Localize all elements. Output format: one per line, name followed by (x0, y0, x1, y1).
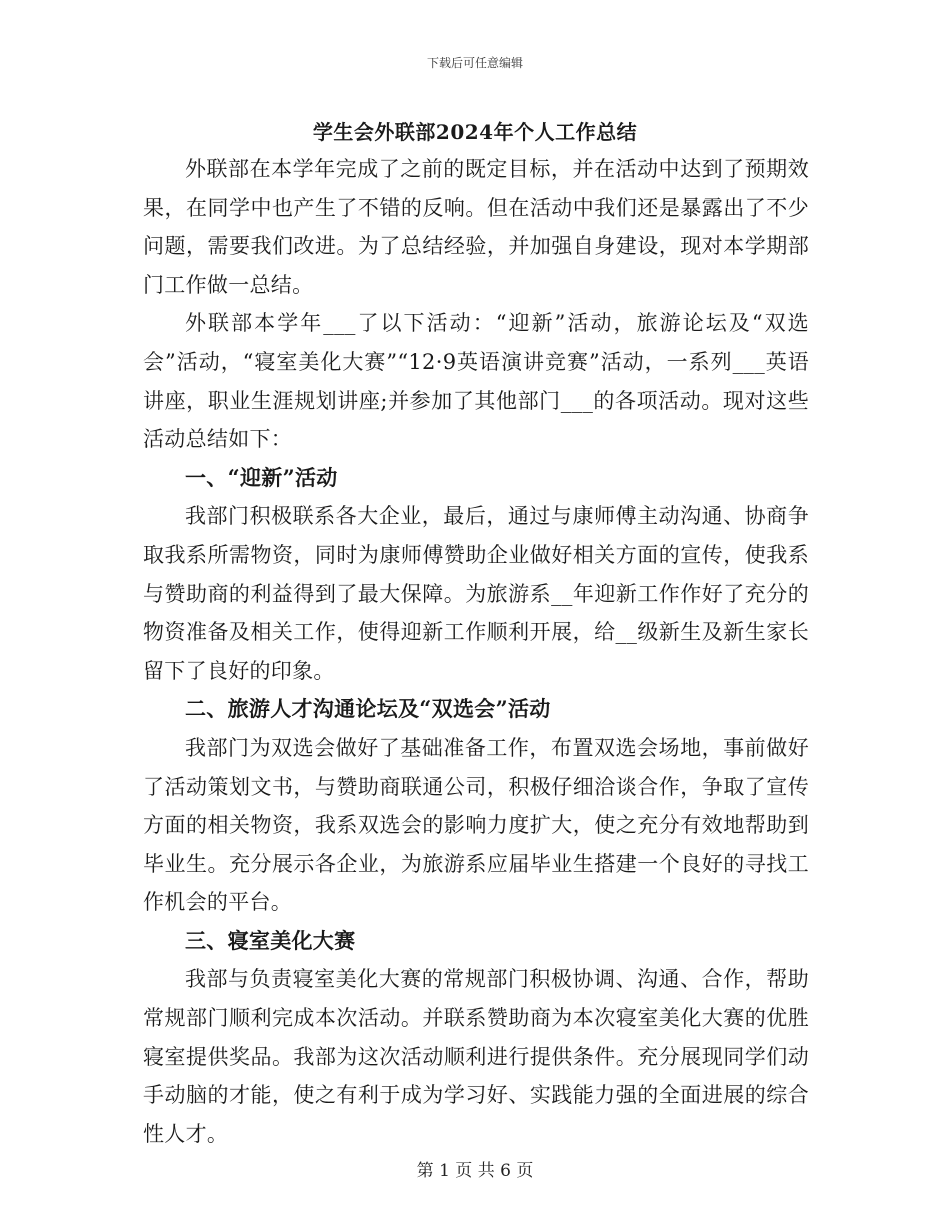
page-number-footer: 第 1 页 共 6 页 (416, 1161, 534, 1181)
intro-paragraph-2: 外联部本学年___了以下活动：“迎新”活动，旅游论坛及“双选会”活动，“寝室美化大赛”“12·9英语演讲竞赛”活动，一系列___英语讲座，职业生涯规划讲座;并参加了其他部门___的各项活动。现对这些活动总结如下： (143, 311, 809, 452)
section-body-2: 我部门为双选会做好了基础准备工作，布置双选会场地，事前做好了活动策划文书，与赞助商联通公司，积极仔细洽谈合作，争取了宣传方面的相关物资，我系双选会的影响力度扩大，使之充分有效地帮助到毕业生。充分展示各企业，为旅游系应届毕业生搭建一个良好的寻找工作机会的平台。 (143, 735, 809, 915)
document-title: 学生会外联部2024年个人工作总结 (312, 120, 638, 144)
section-heading-2: 二、旅游人才沟通论坛及“双选会”活动 (185, 696, 551, 722)
section-body-1: 我部门积极联系各大企业，最后，通过与康师傅主动沟通、协商争取我系所需物资，同时为康师傅赞助企业做好相关方面的宣传，使我系与赞助商的利益得到了最大保障。为旅游系__年迎新工作作好了充分的物资准备及相关工作，使得迎新工作顺利开展，给__级新生及新生家长留下了良好的印象。 (143, 504, 809, 683)
page-header-note: 下载后可任意编辑 (426, 56, 523, 70)
section-body-3: 我部与负责寝室美化大赛的常规部门积极协调、沟通、合作，帮助常规部门顺利完成本次活动。并联系赞助商为本次寝室美化大赛的优胜寝室提供奖品。我部为这次活动顺利进行提供条件。充分展现同学们动手动脑的才能，使之有利于成为学习好、实践能力强的全面进展的综合性人才。 (143, 967, 809, 1146)
section-heading-3: 三、寝室美化大赛 (185, 927, 356, 953)
intro-paragraph-1: 外联部在本学年完成了之前的既定目标，并在活动中达到了预期效果，在同学中也产生了不错的反响。但在活动中我们还是暴露出了不少问题，需要我们改进。为了总结经验，并加强自身建设，现对本学期部门工作做一总结。 (143, 157, 809, 297)
section-heading-1: 一、“迎新”活动 (185, 464, 338, 490)
document-body (143, 150, 809, 1153)
